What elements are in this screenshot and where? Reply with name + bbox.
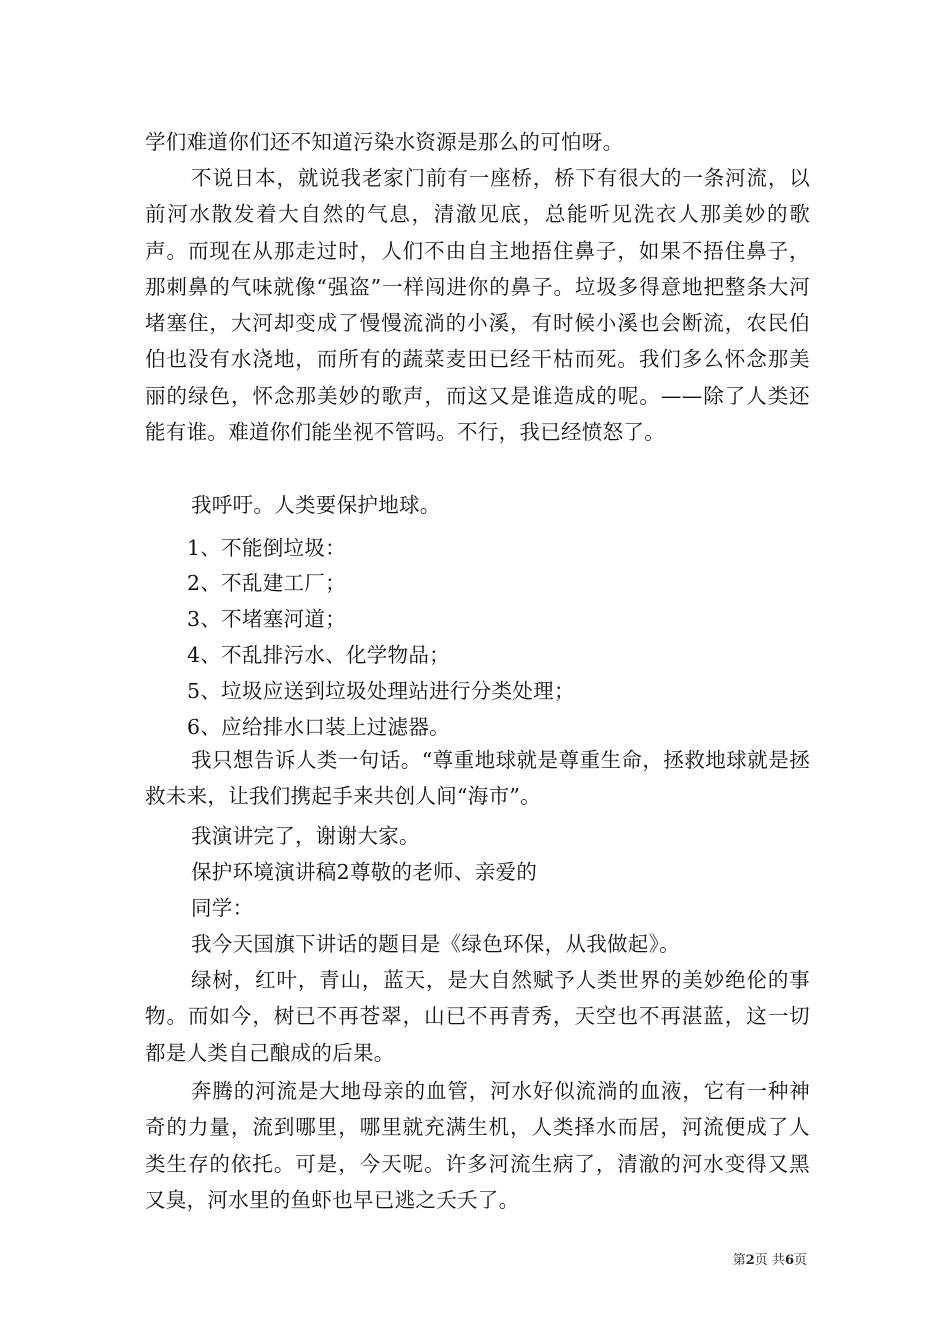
footer-middle: 页 共 [754, 1253, 785, 1268]
speech-2-salutation: 同学： [191, 896, 254, 920]
paragraph-rivers: 奔腾的河流是大地母亲的血管，河水好似流淌的血液，它有一种神奇的力量，流到哪里，哪里就充满生机，人类择水而居，河流便成了人类生存的依托。可是，今天呢。许多河流生病了，清澈的河水变得又黑又臭，河水里的鱼虾也早已逃之夭夭了。 [145, 1079, 810, 1212]
paragraph-closing: 我演讲完了，谢谢大家。 [191, 824, 420, 848]
list-item-5: 5、垃圾应送到垃圾处理站进行分类处理； [187, 679, 575, 703]
paragraph-appeal: 我呼吁。人类要保护地球。 [191, 493, 441, 517]
paragraph-nature: 绿树，红叶，青山，蓝天，是大自然赋予人类世界的美妙绝伦的事物。而如今，树已不再苍翠，山已不再青秀，天空也不再湛蓝，这一切都是人类自己酿成的后果。 [145, 968, 810, 1065]
list-item-2: 2、不乱建工厂； [187, 571, 346, 595]
paragraph-topic: 我今天国旗下讲话的题目是《绿色环保，从我做起》。 [191, 932, 680, 956]
footer-suffix: 页 [793, 1253, 807, 1268]
page-number: 2 [745, 1253, 755, 1268]
paragraph-continuation: 学们难道你们还不知道污染水资源是那么的可怕呀。 [145, 130, 624, 154]
footer-prefix: 第 [732, 1253, 746, 1268]
page-footer [733, 1249, 807, 1268]
paragraph-message: 我只想告诉人类一句话。“尊重地球就是尊重生命，拯救地球就是拯救未来，让我们携起手来共创人间“海市”。 [145, 748, 810, 809]
list-item-4: 4、不乱排污水、化学物品； [187, 643, 450, 667]
total-pages: 6 [784, 1253, 794, 1268]
speech-2-title: 保护环境演讲稿2尊敬的老师、亲爱的 [191, 860, 538, 884]
list-item-6: 6、应给排水口装上过滤器。 [187, 715, 450, 739]
list-item-1: 1、不能倒垃圾： [187, 536, 346, 560]
paragraph-river-story: 不说日本，就说我老家门前有一座桥，桥下有很大的一条河流，以前河水散发着大自然的气息，清澈见底，总能听见洗衣人那美妙的歌声。而现在从那走过时，人们不由自主地捂住鼻子，如果不捂住鼻子，那刺鼻的气味就像“强盗”一样闯进你的鼻子。垃圾多得意地把整条大河堵塞住，大河却变成了慢慢流淌的小溪，有时候小溪也会断流，农民伯伯也没有水浇地，而所有的蔬菜麦田已经干枯而死。我们多么怀念那美丽的绿色，怀念那美妙的歌声，而这又是谁造成的呢。——除了人类还能有谁。难道你们能坐视不管吗。不行，我已经愤怒了。 [145, 166, 810, 445]
list-item-3: 3、不堵塞河道； [187, 607, 346, 631]
